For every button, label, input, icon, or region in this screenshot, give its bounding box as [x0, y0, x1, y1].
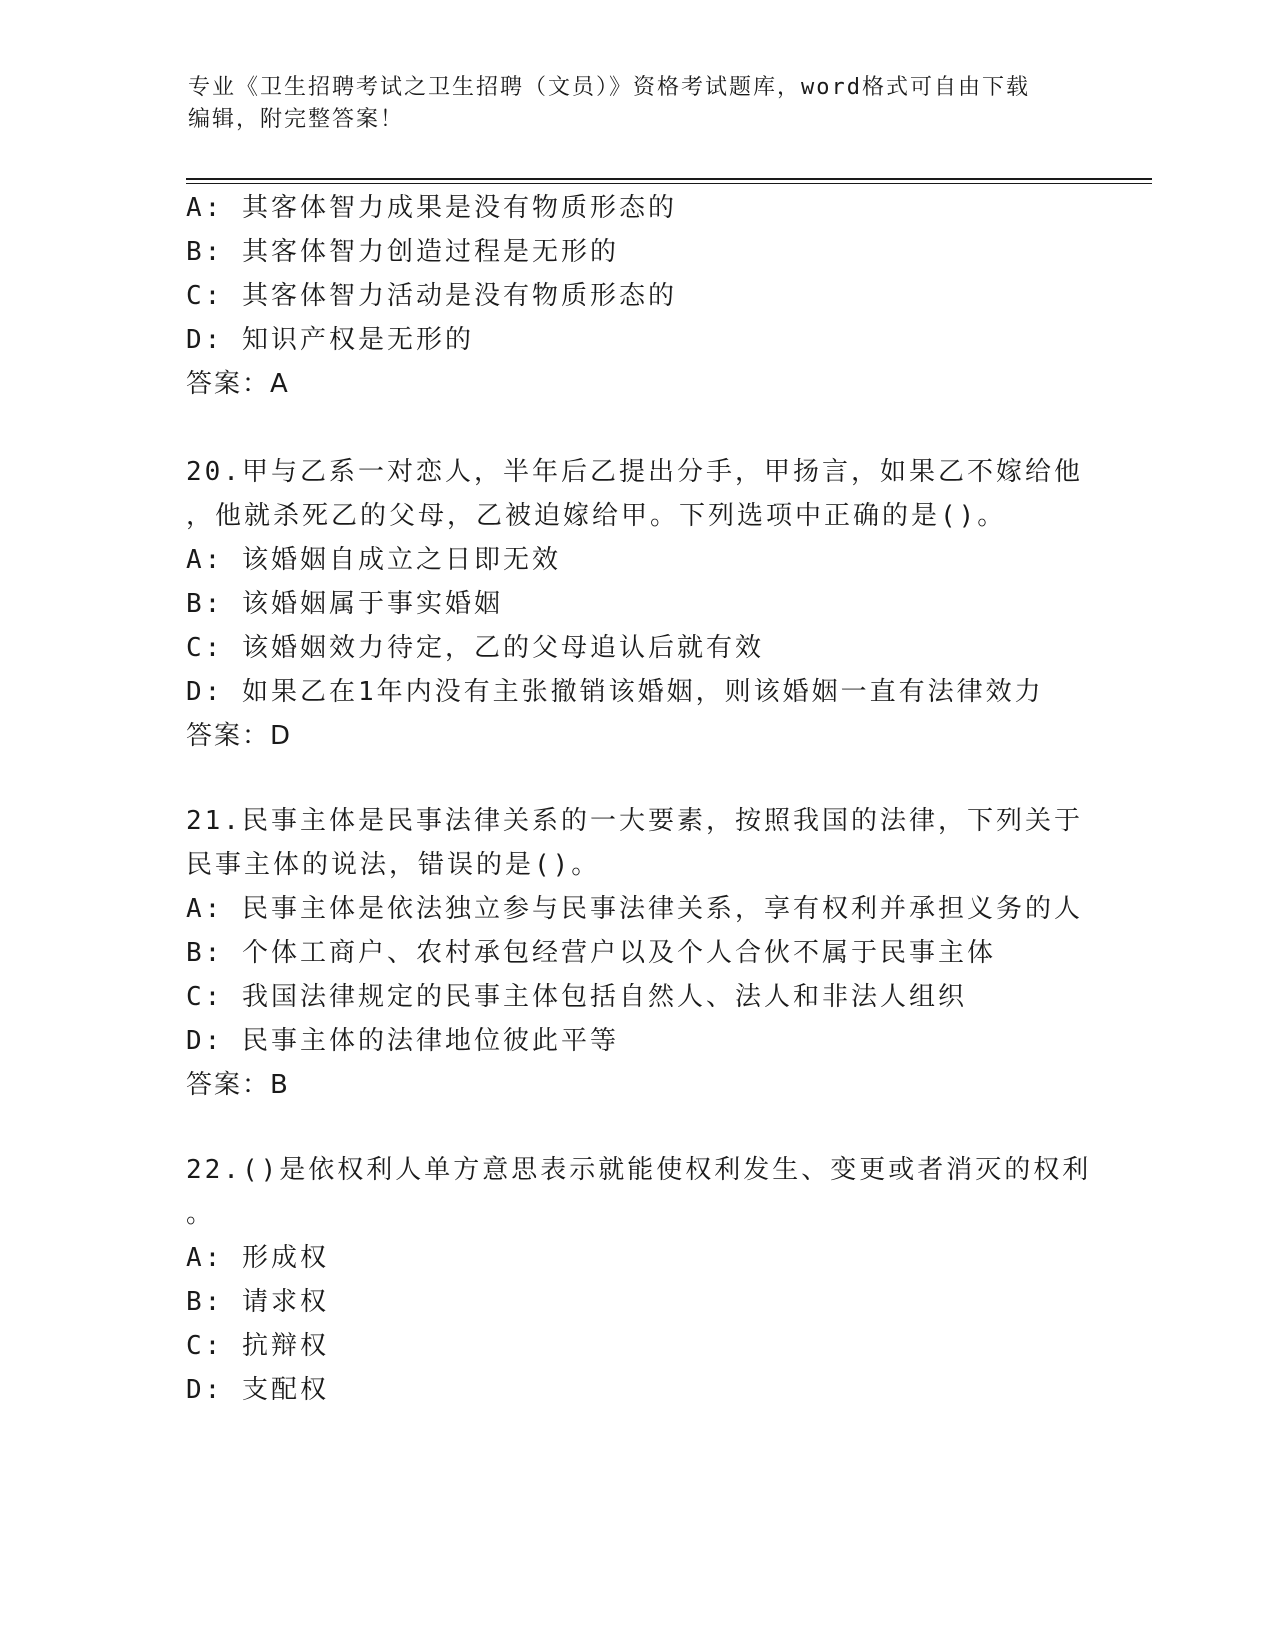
q21-stem-line-2: 民事主体的说法，错误的是()。 [186, 850, 601, 880]
q20-stem-line-2: ，他就杀死乙的父母，乙被迫嫁给甲。下列选项中正确的是()。 [186, 501, 1007, 531]
header-line-2: 编辑，附完整答案！ [188, 107, 405, 132]
q19-answer: 答案：A [186, 369, 290, 399]
q22-option-c: C: 抗辩权 [186, 1331, 329, 1361]
q19-option-d: D: 知识产权是无形的 [186, 325, 474, 355]
q21-option-c: C: 我国法律规定的民事主体包括自然人、法人和非法人组织 [186, 982, 967, 1012]
q19-option-b: B: 其客体智力创造过程是无形的 [186, 237, 619, 267]
q21-stem-line-1: 21.民事主体是民事法律关系的一大要素，按照我国的法律，下列关于 [186, 806, 1083, 836]
q22-option-b: B: 请求权 [186, 1287, 329, 1317]
q20-stem-line-1: 20.甲与乙系一对恋人，半年后乙提出分手，甲扬言，如果乙不嫁给他 [186, 457, 1083, 487]
q22-option-d: D: 支配权 [186, 1375, 329, 1405]
q19-option-c: C: 其客体智力活动是没有物质形态的 [186, 281, 677, 311]
q19-option-a: A: 其客体智力成果是没有物质形态的 [186, 193, 677, 223]
q21-option-d: D: 民事主体的法律地位彼此平等 [186, 1026, 619, 1056]
q20-option-a: A: 该婚姻自成立之日即无效 [186, 545, 561, 575]
q21-option-b: B: 个体工商户、农村承包经营户以及个人合伙不属于民事主体 [186, 938, 996, 968]
header-line-1: 专业《卫生招聘考试之卫生招聘（文员）》资格考试题库，word格式可自由下载 [188, 75, 1030, 100]
q20-option-d: D: 如果乙在1年内没有主张撤销该婚姻，则该婚姻一直有法律效力 [186, 677, 1044, 707]
q21-answer: 答案：B [186, 1070, 290, 1100]
q22-stem-line-2: 。 [186, 1199, 216, 1229]
header-divider-thin [186, 183, 1152, 184]
document-header [188, 72, 1088, 136]
q22-option-a: A: 形成权 [186, 1243, 329, 1273]
q21-option-a: A: 民事主体是依法独立参与民事法律关系，享有权利并承担义务的人 [186, 894, 1083, 924]
q20-answer: 答案：D [186, 721, 293, 751]
q20-option-c: C: 该婚姻效力待定，乙的父母追认后就有效 [186, 633, 764, 663]
q22-stem-line-1: 22.()是依权利人单方意思表示就能使权利发生、变更或者消灭的权利 [186, 1155, 1092, 1185]
q20-option-b: B: 该婚姻属于事实婚姻 [186, 589, 503, 619]
header-divider [186, 178, 1152, 180]
